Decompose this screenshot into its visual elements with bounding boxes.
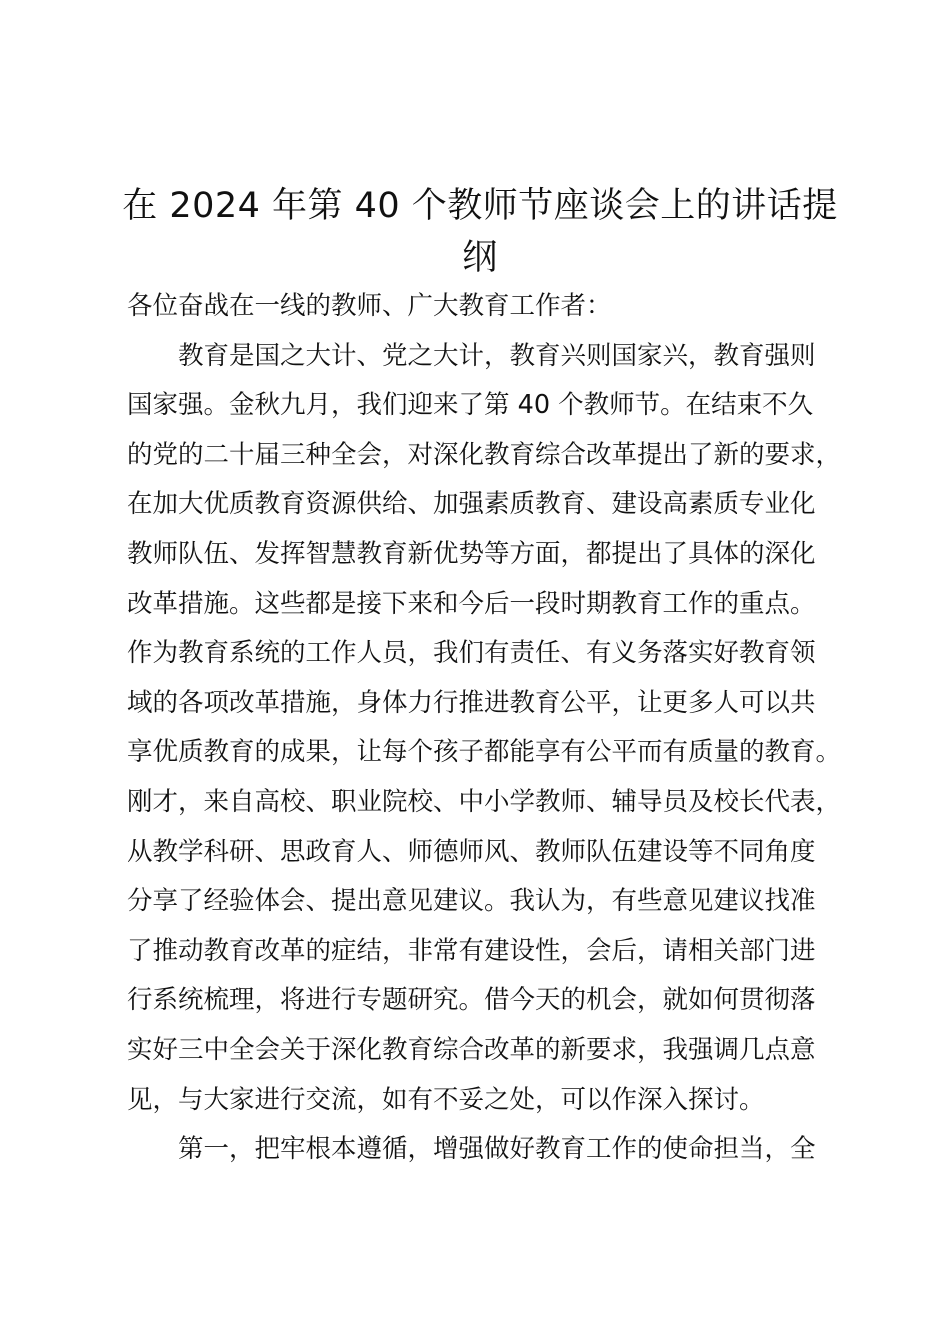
- paragraph-line: 刚才，来自高校、职业院校、中小学教师、辅导员及校长代表，: [127, 786, 842, 817]
- paragraph-line: 改革措施。这些都是接下来和今后一段时期教育工作的重点。: [127, 588, 816, 619]
- paragraph-line: 的党的二十届三种全会，对深化教育综合改革提出了新的要求，: [127, 439, 842, 470]
- paragraph-line: 在加大优质教育资源供给、加强素质教育、建设高素质专业化: [127, 489, 816, 520]
- paragraph-line: 了推动教育改革的症结，非常有建设性，会后，请相关部门进: [127, 935, 816, 966]
- paragraph-line: 教育是国之大计、党之大计，教育兴则国家兴，教育强则: [178, 340, 816, 371]
- document-title: [120, 180, 840, 284]
- document-body: [127, 282, 857, 1175]
- paragraph-line: 行系统梳理，将进行专题研究。借今天的机会，就如何贯彻落: [127, 985, 816, 1016]
- paragraph-line: 实好三中全会关于深化教育综合改革的新要求，我强调几点意: [127, 1034, 816, 1065]
- title-line: 纲: [462, 238, 498, 278]
- paragraph-line: 从教学科研、思政育人、师德师风、教师队伍建设等不同角度: [127, 836, 816, 867]
- paragraph-line: 享优质教育的成果，让每个孩子都能享有公平而有质量的教育。: [127, 737, 842, 768]
- paragraph-1: [127, 332, 857, 1126]
- paragraph-line: 第一，把牢根本遵循，增强做好教育工作的使命担当，全: [178, 1134, 816, 1165]
- paragraph-2: [127, 1125, 857, 1175]
- paragraph-line: 域的各项改革措施，身体力行推进教育公平，让更多人可以共: [127, 687, 816, 718]
- paragraph-line: 作为教育系统的工作人员，我们有责任、有义务落实好教育领: [127, 638, 816, 669]
- paragraph-line: 分享了经验体会、提出意见建议。我认为，有些意见建议找准: [127, 886, 816, 917]
- paragraph-line: 国家强。金秋九月，我们迎来了第 40 个教师节。在结束不久: [127, 390, 814, 421]
- paragraph-line: 教师队伍、发挥智慧教育新优势等方面，都提出了具体的深化: [127, 538, 816, 569]
- salutation-text: 各位奋战在一线的教师、广大教育工作者：: [127, 291, 612, 321]
- salutation: [127, 282, 857, 332]
- paragraph-line: 见，与大家进行交流，如有不妥之处，可以作深入探讨。: [127, 1084, 765, 1115]
- title-line: 在 2024 年第 40 个教师节座谈会上的讲话提: [122, 186, 838, 226]
